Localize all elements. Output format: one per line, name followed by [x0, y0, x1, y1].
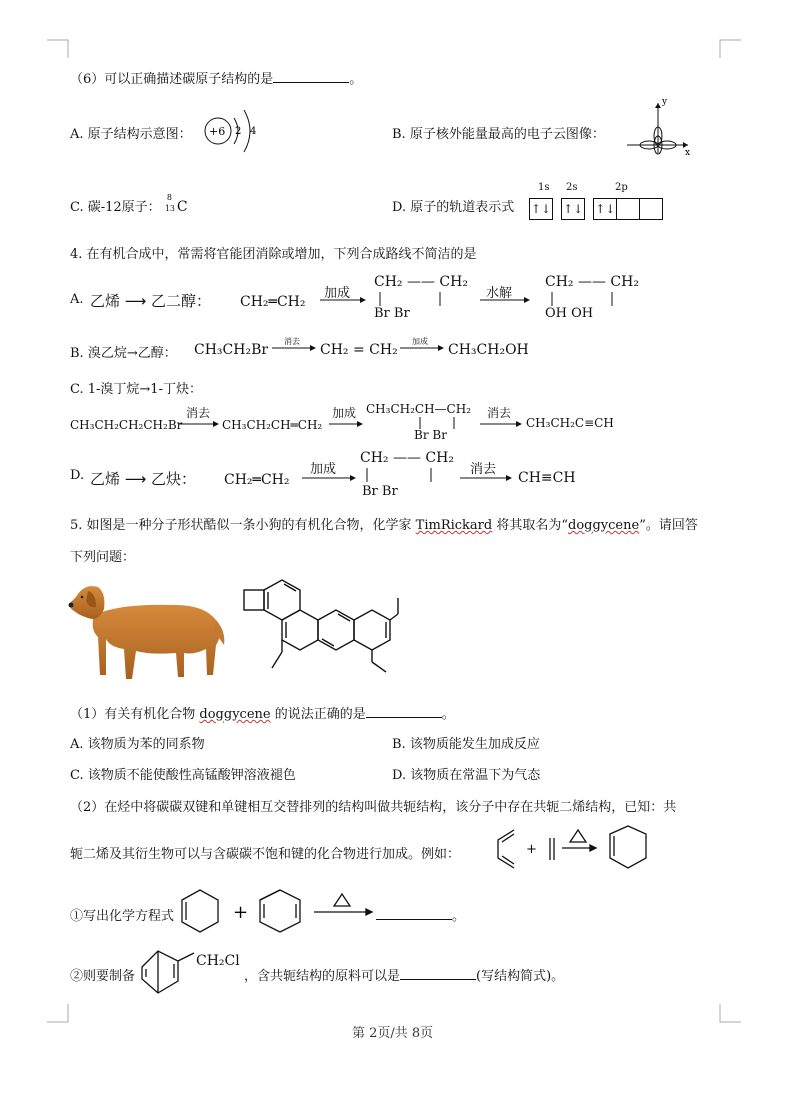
q4-option-d-label: D.: [70, 468, 85, 483]
q5-option-a: A. 该物质为苯的同系物: [70, 737, 205, 752]
page-number: 第 2页/共 8页: [352, 1026, 434, 1041]
orbital-diagram: ↑↓ ↑↓ ↑↓: [529, 198, 663, 220]
q4-stem: 4. 在有机合成中，常需将官能团消除或增加，下列合成路线不简洁的是: [70, 247, 477, 262]
q5-part2-line2: 轭二烯及其衍生物可以与含碳碳不饱和键的化合物进行加成。例如：: [70, 847, 461, 862]
electron-cloud-diagram: [622, 95, 694, 157]
q4-option-a-route: 乙烯 ⟶ 乙二醇：: [90, 292, 212, 310]
q5-option-c: C. 该物质不能使酸性高锰酸钾溶液褪色: [70, 768, 296, 783]
diels-alder-example: [490, 824, 655, 876]
q5-sub1-label: ①写出化学方程式: [70, 909, 175, 924]
svg-text:+: +: [233, 902, 249, 923]
doggycene-structure: [238, 576, 406, 684]
q5-sub2-text: ，含共轭结构的原料可以是 (写结构简式)。: [244, 969, 565, 984]
q6-option-a-label: A. 原子结构示意图：: [70, 127, 192, 142]
q6-option-c: C. 碳-12原子： 8 13 C: [70, 192, 188, 215]
atomic-structure-diagram: [200, 100, 270, 162]
answer-blank[interactable]: [273, 70, 349, 83]
q4-option-c-label: C. 1-溴丁烷→1-丁炔：: [70, 382, 202, 397]
dog-illustration: [66, 575, 228, 685]
q5-stem-line2: 下列问题：: [70, 550, 136, 565]
q6-option-d-label: D. 原子的轨道表示式: [392, 200, 515, 215]
chloromethyl-group: CH₂Cl: [196, 953, 240, 969]
answer-blank[interactable]: [400, 967, 476, 980]
sub1-reactants: [178, 888, 378, 938]
svg-text:2: 2: [235, 126, 242, 137]
nucleus-charge: +6: [209, 125, 226, 138]
q5-option-b: B. 该物质能发生加成反应: [392, 737, 540, 752]
q5-sub1-answer: 。: [376, 905, 465, 924]
q5-stem: 5. 如图是一种分子形状酷似一条小狗的有机化合物，化学家 TimRickard 将其取名为“doggycene”。请回答: [70, 518, 698, 533]
q5-part2-line1: （2）在烃中将碳碳双键和单键相互交替排列的结构叫做共轭结构，该分子中存在共轭二烯结构，已知：共: [70, 800, 677, 815]
answer-blank[interactable]: [366, 705, 442, 718]
q5-option-d: D. 该物质在常温下为气态: [392, 768, 541, 783]
q6-option-b-label: B. 原子核外能量最高的电子云图像：: [392, 127, 605, 142]
norbornadiene-structure: [138, 945, 198, 997]
answer-blank[interactable]: [376, 907, 452, 920]
svg-text:4: 4: [250, 126, 257, 137]
q4-option-b-label: B. 溴乙烷→乙醇：: [70, 346, 177, 361]
svg-text:y: y: [662, 97, 668, 107]
q6-stem: （6）可以正确描述碳原子结构的是 。: [70, 72, 363, 87]
svg-text:x: x: [685, 148, 691, 157]
q5-part1-stem: （1）有关有机化合物 doggycene 的说法正确的是 。: [70, 707, 455, 722]
q5-sub2-label: ②则要制备: [70, 969, 136, 984]
q4-option-a-label: A.: [70, 292, 84, 307]
svg-text:+: +: [526, 842, 537, 857]
